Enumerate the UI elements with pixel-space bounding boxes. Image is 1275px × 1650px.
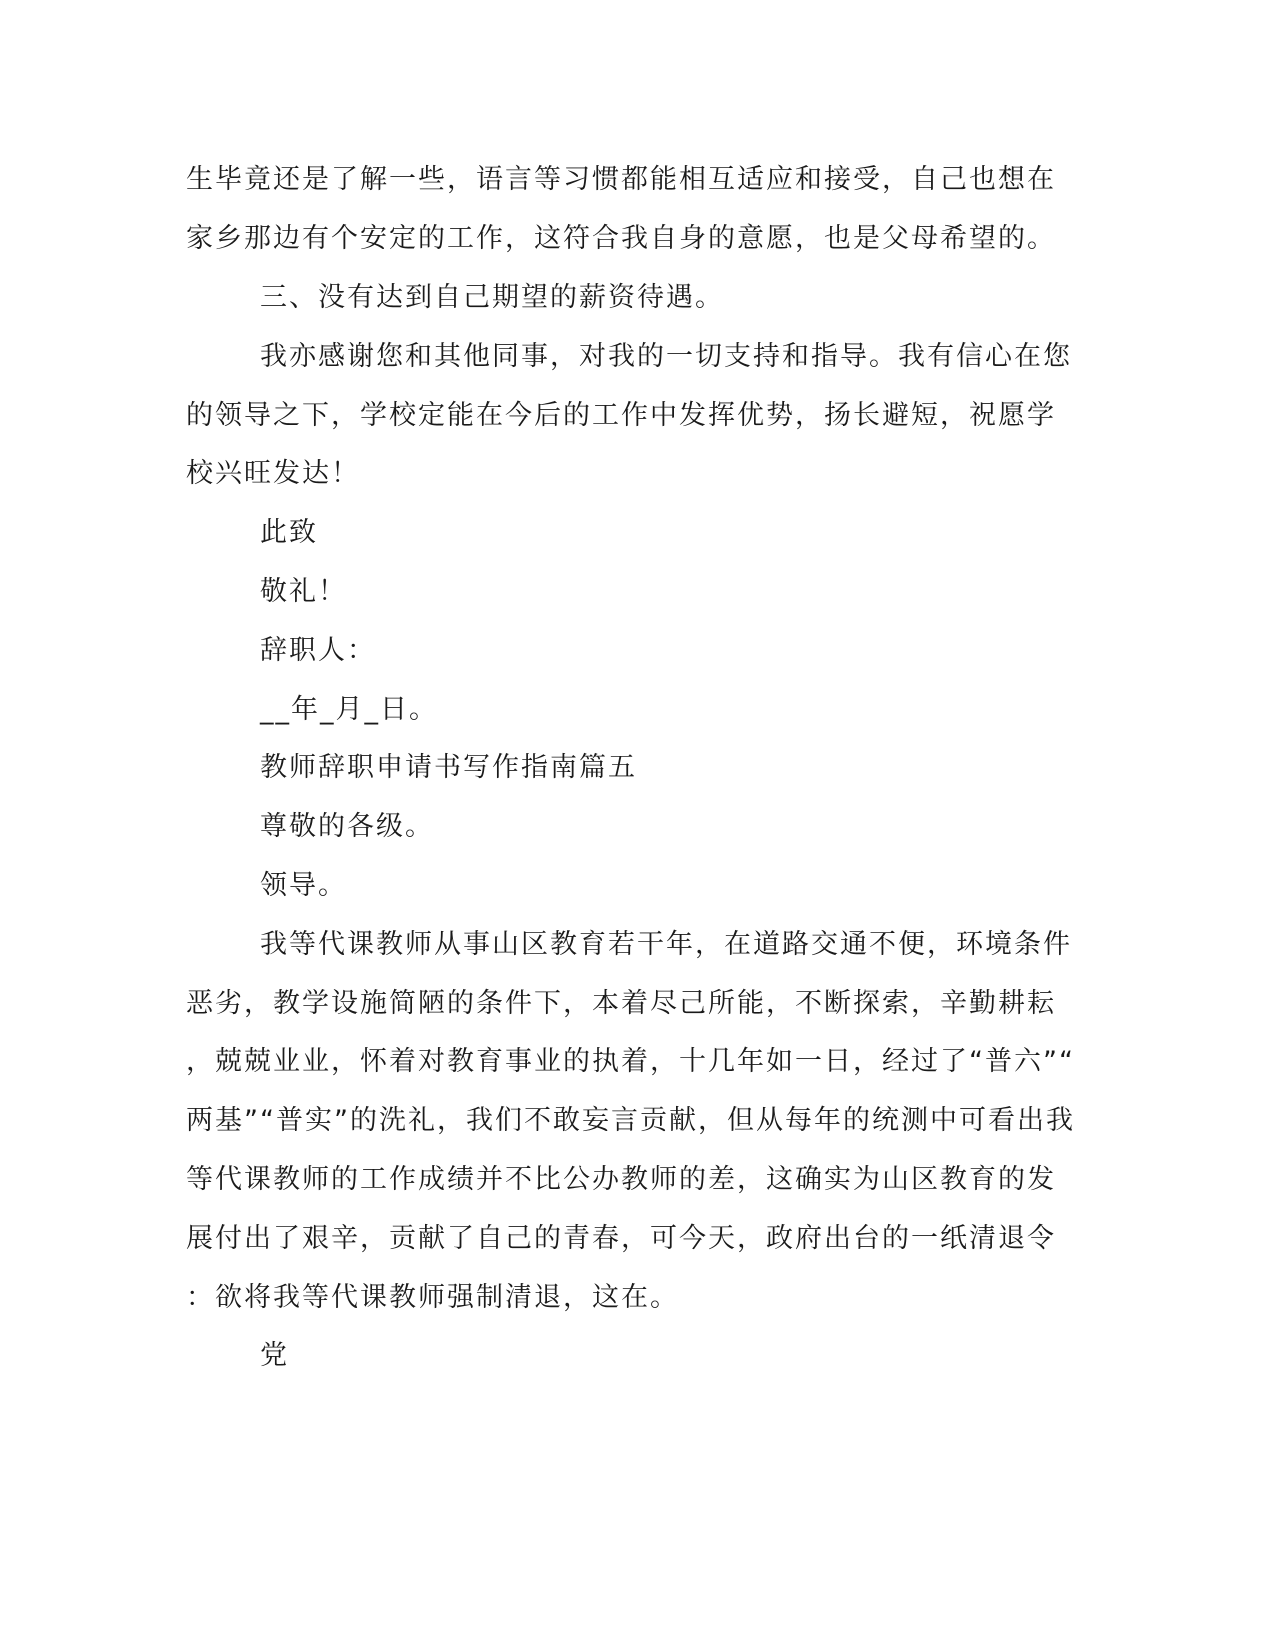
text-line: __年_月_日。	[260, 694, 438, 725]
text-line: 我亦感谢您和其他同事，对我的一切支持和指导。我有信心在您	[260, 341, 1072, 372]
text-line: 等代课教师的工作成绩并不比公办教师的差，这确实为山区教育的发	[186, 1164, 1056, 1195]
text-line: 尊敬的各级。	[260, 811, 434, 842]
text-line: 辞职人：	[260, 635, 376, 666]
text-line: 生毕竟还是了解一些，语言等习惯都能相互适应和接受，自己也想在	[186, 164, 1056, 195]
text-line: 三、没有达到自己期望的薪资待遇。	[260, 282, 724, 313]
text-line: 校兴旺发达！	[186, 458, 360, 489]
text-line: 此致	[260, 517, 318, 548]
text-line: 敬礼！	[260, 576, 347, 607]
text-line: 家乡那边有个安定的工作，这符合我自身的意愿，也是父母希望的。	[186, 223, 1056, 254]
text-line: 党	[260, 1340, 289, 1371]
text-line: 展付出了艰辛，贡献了自己的青春，可今天，政府出台的一纸清退令	[186, 1223, 1056, 1254]
text-line: 两基”“普实”的洗礼，我们不敢妄言贡献，但从每年的统测中可看出我	[186, 1105, 1075, 1136]
text-line: 领导。	[260, 870, 347, 901]
section-heading: 教师辞职申请书写作指南篇五	[260, 752, 637, 783]
text-line: ：欲将我等代课教师强制清退，这在。	[186, 1282, 679, 1313]
text-line: 的领导之下，学校定能在今后的工作中发挥优势，扬长避短，祝愿学	[186, 400, 1056, 431]
text-line: 恶劣，教学设施简陋的条件下，本着尽己所能，不断探索，辛勤耕耘	[186, 988, 1056, 1019]
text-line: 我等代课教师从事山区教育若干年，在道路交通不便，环境条件	[260, 929, 1072, 960]
text-line: ，兢兢业业，怀着对教育事业的执着，十几年如一日，经过了“普六”“	[186, 1046, 1075, 1077]
